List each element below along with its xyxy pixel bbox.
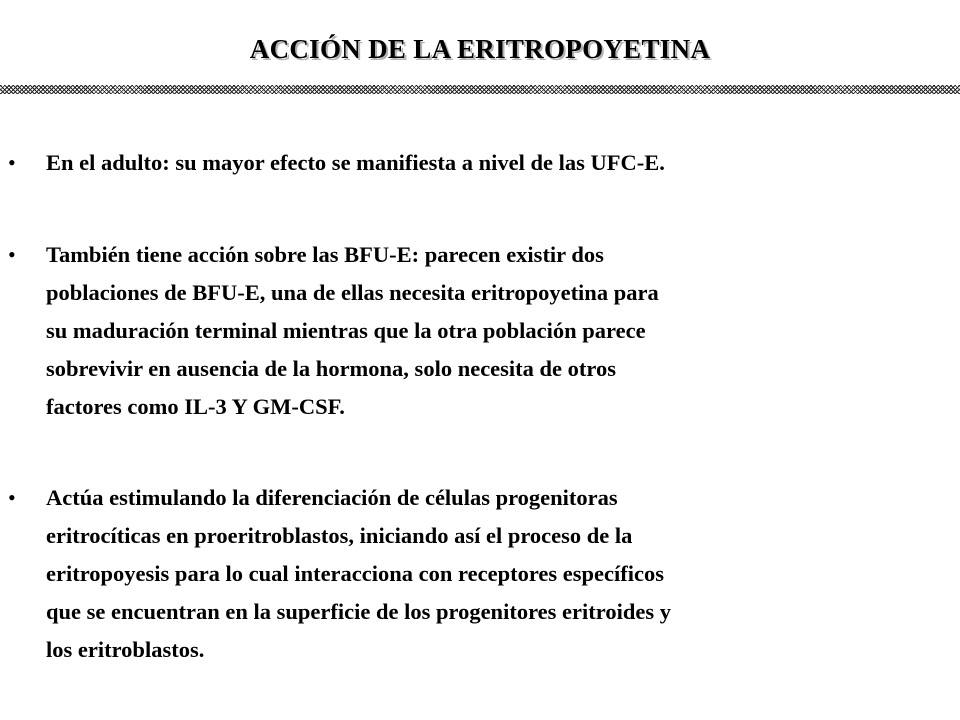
bullet-text	[46, 144, 946, 182]
slide-title: ACCIÓN DE LA ERITROPOYETINA	[249, 34, 711, 64]
bullet-text	[46, 479, 946, 669]
bullet-line: sobrevivir en ausencia de la hormona, solo necesita de otros	[46, 356, 616, 381]
bullet-line: También tiene acción sobre las BFU-E: parecen existir dos	[46, 242, 604, 267]
bullet-line: Actúa estimulando la diferenciación de células progenitoras	[46, 485, 618, 510]
bullet-marker: •	[8, 242, 16, 267]
bullet-line: factores como IL-3 Y GM-CSF.	[46, 394, 345, 419]
title-divider	[0, 85, 960, 94]
bullet-marker: •	[8, 485, 16, 510]
bullet-line: poblaciones de BFU-E, una de ellas necesita eritropoyetina para	[46, 280, 659, 305]
bullet-line: que se encuentran en la superficie de los progenitores eritroides y	[46, 599, 671, 624]
bullet-text	[46, 236, 946, 426]
bullet-line: eritrocíticas en proeritroblastos, iniciando así el proceso de la	[46, 523, 633, 548]
bullet-line: En el adulto: su mayor efecto se manifiesta a nivel de las UFC-E.	[46, 150, 665, 175]
bullet-line: eritropoyesis para lo cual interacciona con receptores específicos	[46, 561, 664, 586]
bullet-line: los eritroblastos.	[46, 637, 205, 662]
bullet-line: su maduración terminal mientras que la otra población parece	[46, 318, 646, 343]
bullet-marker: •	[8, 150, 16, 175]
